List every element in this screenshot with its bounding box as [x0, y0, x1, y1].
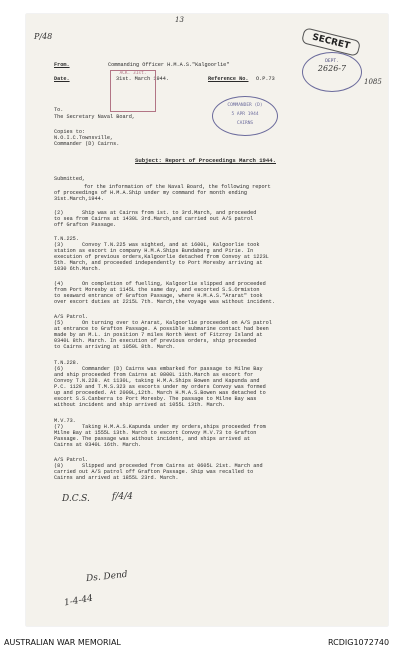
intro-line-3: 31st.March,1944.	[54, 196, 104, 202]
handwritten-initials: D.C.S.	[62, 494, 90, 504]
para-6-line: without incident and ship arrived at 1055L 13th. March.	[54, 402, 226, 408]
subject-line: Subject: Report of Proceedings March 1944.	[135, 157, 276, 164]
para-3-heading: T.N.225.	[54, 236, 79, 242]
page-number: 13	[175, 16, 184, 24]
submitted-text: Submitted,	[54, 176, 86, 182]
para-2-line: (2) Ship was at Cairns from 1st. to 3rd.March, and proceeded	[54, 210, 257, 216]
para-5-line: 0340L 8th. March. In execution of previous orders, ship proceeded	[54, 338, 257, 344]
para-4-line: over escort duties at 2215L 7th. March,the voyage was without incident.	[54, 299, 276, 305]
para-6-line: up and proceeded. At 2000L,12th. March H.M.A.S.Bowen was detached to	[54, 390, 266, 396]
commander-stamp-place: CAIRNS	[236, 121, 254, 126]
para-7-line: (7) Taking H.M.A.S.Kapunda under my orders,ships proceeded from	[54, 424, 266, 430]
para-4-line: from Port Moresby at 1145L the same day, and escorted S.S.Ormiston	[54, 287, 260, 293]
para-2-line: to sea from Cairns at 1430L 3rd.March,and carried out A/S patrol	[54, 216, 254, 222]
para-8-line: Cairns and arrived at 1855L 23rd. March.	[54, 475, 179, 481]
para-6-line: Convoy T.N.228. At 1130L, taking H.M.A.Ships Bowen and Kapunda and	[54, 378, 260, 384]
footer-id: RCDIG1072740	[328, 638, 390, 647]
from-label: From.	[54, 62, 70, 68]
date-label: Date.	[54, 76, 70, 82]
department-stamp-number: 2626-7	[317, 64, 347, 73]
para-5-line: (5) On turning over to Ararat, Kalgoorlie proceeded on A/S patrol	[54, 320, 272, 326]
handwritten-annotation: 1-4-44	[63, 593, 94, 609]
from-text: Commanding Officer H.M.A.S."Kalgoorlie"	[108, 62, 230, 68]
para-3-line: (3) Convoy T.N.225 was sighted, and at 1600L, Kalgoorlie took	[54, 242, 260, 248]
para-3-line: execution of previous orders,Kalgoorlie detached from Convoy at 1223L	[54, 254, 269, 260]
para-3-line: 5th. March, and proceeded independently to Port Moresby arriving at	[54, 260, 263, 266]
commander-stamp	[212, 96, 278, 136]
para-6-line: and ship proceeded from Cairns at 0800L 11th.March as escort for	[54, 372, 254, 378]
para-7-heading: M.V.73.	[54, 418, 76, 424]
reference-label: Reference No.	[208, 76, 249, 82]
secret-stamp-text: SECRET	[311, 32, 351, 52]
copies-label: Copies to:	[54, 129, 86, 135]
para-3-line: station as escort in company H.M.A.Ships Bundaberg and Pirie. In	[54, 248, 254, 254]
intro-line-1: for the information of the Naval Board, the following report	[84, 184, 271, 190]
department-stamp	[302, 52, 362, 92]
para-3-line: 1030 6th.March.	[54, 266, 101, 272]
para-8-line: (8) Slipped and proceeded from Cairns at 0605L 21st. March and	[54, 463, 263, 469]
ack-stamp-text: ACK. 31st.	[119, 71, 147, 76]
para-2-line: off Grafton Passage.	[54, 222, 117, 228]
copies-line-2: Commander (D) Cairns.	[54, 141, 120, 147]
para-4-line: (4) On completion of fuelling, Kalgoorlie slipped and proceeded	[54, 281, 266, 287]
para-8-heading: A/S Patrol.	[54, 457, 89, 463]
para-7-line: Milne Bay at 1555L 13th. March to escort Convoy M.V.73 to Grafton	[54, 430, 257, 436]
para-4-line: to seaward entrance of Grafton Passage, where H.M.A.S."Ararat" took	[54, 293, 263, 299]
commander-stamp-title: COMMANDER (D)	[227, 103, 263, 108]
para-6-line: escort S.S.Canberra to Port Moresby. The passage to Milne Bay was	[54, 396, 257, 402]
acknowledged-stamp	[110, 70, 156, 112]
department-file-number: 1085	[364, 78, 382, 86]
para-7-line: Passage. The passage was without incident, and ships arrived at	[54, 436, 251, 442]
para-6-heading: T.N.228.	[54, 360, 79, 366]
handwritten-ref: P/48	[34, 32, 53, 41]
para-5-heading: A/S Patrol.	[54, 314, 89, 320]
handwritten-signature: Ds. Dend	[85, 569, 129, 585]
para-6-line: (6) Commander (D) Cairns was embarked for passage to Milne Bay	[54, 366, 263, 372]
para-7-line: Cairns at 0340L 16th. March.	[54, 442, 142, 448]
to-label: To.	[54, 107, 64, 113]
reference-text: O.P.73	[256, 76, 275, 82]
para-8-line: carried out A/S patrol off Grafton Passage. Ship was recalled to	[54, 469, 254, 475]
footer-credit: AUSTRALIAN WAR MEMORIAL	[4, 638, 121, 647]
handwritten-date: f/4/4	[112, 492, 133, 502]
copies-line-1: N.O.I.C.Townsville,	[54, 135, 114, 141]
department-stamp-label: DEPT.	[325, 59, 339, 64]
para-5-line: at entrance to Grafton Passage. A possible submarine contact had been	[54, 326, 269, 332]
commander-stamp-date: 5 APR 1944	[231, 112, 259, 117]
para-6-line: P.C. 1120 and T.M.S.323 as escorts under my orders Convoy was formed	[54, 384, 266, 390]
para-5-line: to Cairns arriving at 1050L 8th. March.	[54, 344, 176, 350]
date-text: 31st. March 1944.	[116, 76, 169, 82]
para-5-line: made by an M.L. in position 7 miles North West of Fitzroy Island at	[54, 332, 263, 338]
intro-line-2: of proceedings of H.M.A.Ship under my command for month ending	[54, 190, 248, 196]
to-text: The Secretary Naval Board,	[54, 114, 135, 120]
